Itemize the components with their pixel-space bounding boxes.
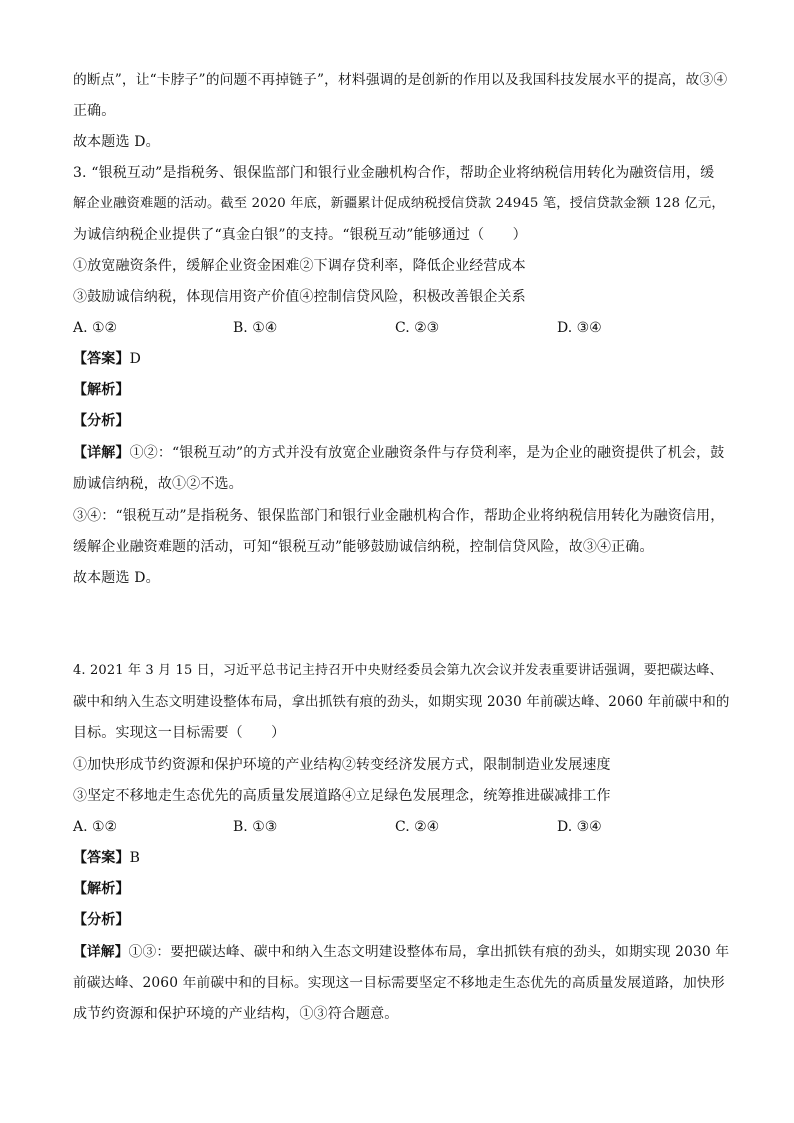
q3-statements-line-2: ③鼓励诚信纳税，体现信用资产价值④控制信贷风险，积极改善银企关系 <box>73 289 526 305</box>
q4-answer <box>73 848 733 868</box>
q3-option-a: A. ①② <box>73 320 118 336</box>
q4-explain-label: 【解析】 <box>73 881 130 897</box>
q2-conclusion: 故本题选 D。 <box>73 134 160 150</box>
q3-answer <box>73 349 733 369</box>
q3-answer-label: 【答案】 <box>73 351 130 367</box>
q3-conclusion: 故本题选 D。 <box>73 570 160 586</box>
q3-options <box>73 318 733 338</box>
q4-statements-line-2: ③坚定不移地走生态优先的高质量发展道路④立足绿色发展理念，统筹推进碳减排工作 <box>73 788 611 804</box>
q3-statements-line-1: ①放宽融资条件，缓解企业资金困难②下调存贷利率，降低企业经营成本 <box>73 258 526 274</box>
q2-tail-line-1: 的断点”，让“卡脖子”的问题不再掉链子”，材料强调的是创新的作用以及我国科技发展水平的提高，故③④ <box>73 72 728 88</box>
q3-option-c: C. ②③ <box>395 320 440 336</box>
q4-detail-line-3: 成节约资源和保护环境的产业结构，①③符合题意。 <box>73 1006 399 1022</box>
q3-option-b: B. ①④ <box>233 320 278 336</box>
q4-detail-text-1: ①③：要把碳达峰、碳中和纳入生态文明建设整体布局，拿出抓铁有痕的劲头，如期实现 2030 年 <box>128 944 730 960</box>
q3-answer-value: D <box>129 351 141 367</box>
q3-stem-line-1: 3. “银税互动”是指税务、银保监部门和银行业金融机构合作，帮助企业将纳税信用转化为融资信用，缓 <box>73 165 715 181</box>
q3-stem-line-2: 解企业融资难题的活动。截至 2020 年底，新疆累计促成纳税授信贷款 24945 笔，授信贷款金额 128 亿元， <box>73 196 725 211</box>
q3-detail-line-4: 缓解企业融资难题的活动，可知“银税互动”能够鼓励诚信纳税，控制信贷风险，故③④正确。 <box>73 539 654 555</box>
q3-detail-line-1 <box>73 443 733 463</box>
q3-detail-label: 【详解】 <box>73 445 130 461</box>
q3-option-d: D. ③④ <box>557 320 602 336</box>
q4-detail-label: 【详解】 <box>73 944 129 960</box>
q4-detail-line-1 <box>73 942 733 962</box>
q3-detail-line-3: ③④：“银税互动”是指税务、银保监部门和银行业金融机构合作，帮助企业将纳税信用转化为融资信用， <box>73 508 725 524</box>
q4-detail-line-2: 前碳达峰、2060 年前碳中和的目标。实现这一目标需要坚定不移地走生态优先的高质量发展道路，加快形 <box>73 975 725 991</box>
q4-stem-line-3: 目标。实现这一目标需要（ ） <box>73 725 286 741</box>
q4-answer-value: B <box>129 850 141 866</box>
q4-analysis-label: 【分析】 <box>73 912 130 928</box>
q4-option-c: C. ②④ <box>395 819 440 835</box>
q3-detail-text-1: ①②：“银税互动”的方式并没有放宽企业融资条件与存贷利率，是为企业的融资提供了机会，鼓 <box>129 445 725 461</box>
q4-options <box>73 817 733 837</box>
q2-tail-line-2: 正确。 <box>73 103 116 119</box>
q4-option-b: B. ①③ <box>233 819 278 835</box>
q4-statements-line-1: ①加快形成节约资源和保护环境的产业结构②转变经济发展方式，限制制造业发展速度 <box>73 757 611 773</box>
q4-answer-label: 【答案】 <box>73 850 130 866</box>
q4-stem-line-2: 碳中和纳入生态文明建设整体布局，拿出抓铁有痕的劲头，如期实现 2030 年前碳达峰、2060 年前碳中和的 <box>73 694 730 710</box>
q4-option-a: A. ①② <box>73 819 118 835</box>
q4-option-d: D. ③④ <box>557 819 602 835</box>
q3-analysis-label: 【分析】 <box>73 413 130 429</box>
q3-detail-line-2: 励诚信纳税，故①②不选。 <box>73 476 243 492</box>
q4-stem-line-1: 4. 2021 年 3 月 15 日，习近平总书记主持召开中央财经委员会第九次会议并发表重要讲话强调，要把碳达峰、 <box>73 663 723 678</box>
q3-explain-label: 【解析】 <box>73 382 130 398</box>
q3-stem-line-3: 为诚信纳税企业提供了“真金白银”的支持。“银税互动”能够通过（ ） <box>73 227 527 243</box>
